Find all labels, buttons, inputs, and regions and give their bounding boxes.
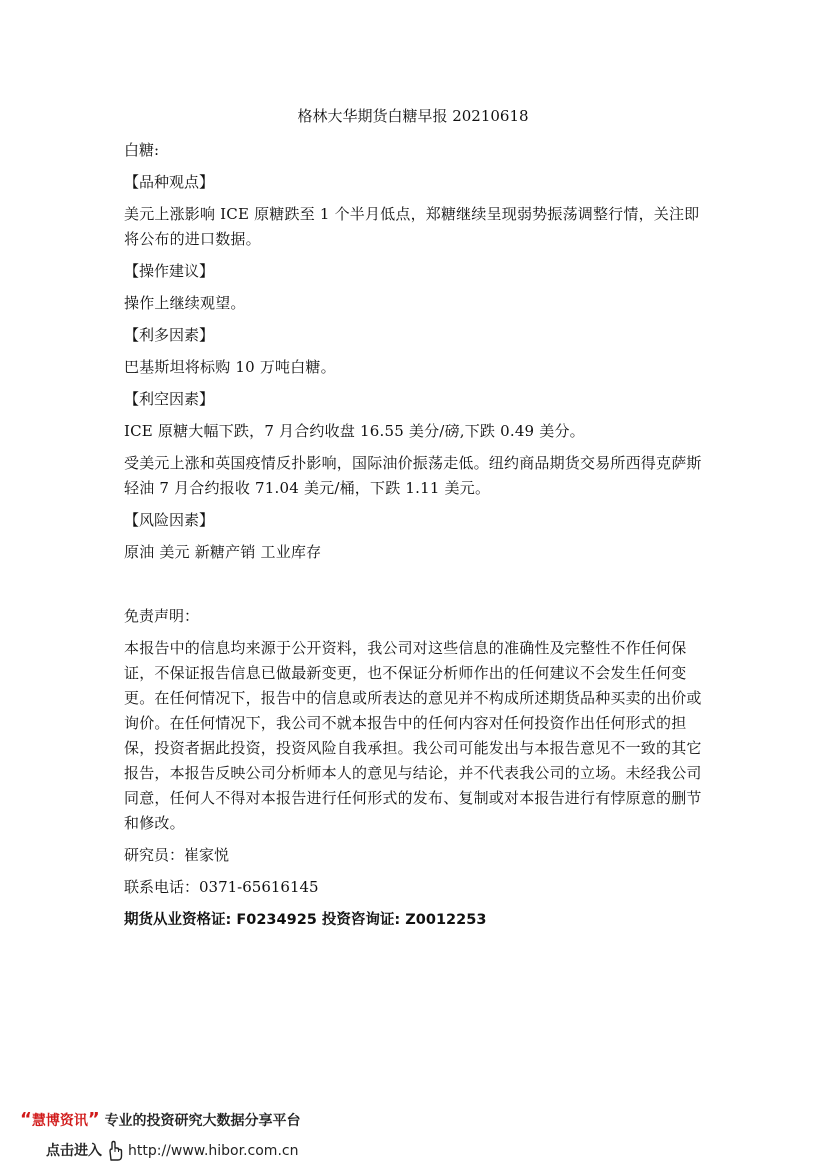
section-text-view: 美元上涨影响 ICE 原糖跌至 1 个半月低点，郑糖继续呈现弱势振荡调整行情，关注即将公布的进口数据。 xyxy=(124,205,700,248)
section-heading-view: 【品种观点】 xyxy=(124,173,215,191)
report-title: 格林大华期货白糖早报 20210618 xyxy=(297,107,529,125)
section-heading-risk: 【风险因素】 xyxy=(124,511,215,529)
researcher-name: 研究员：崔家悦 xyxy=(124,846,230,864)
footer-slogan: 专业的投资研究大数据分享平台 xyxy=(104,1113,301,1129)
qualification-numbers: 期货从业资格证: F0234925 投资咨询证: Z0012253 xyxy=(124,912,487,928)
disclaimer-text: 本报告中的信息均来源于公开资料，我公司对这些信息的准确性及完整性不作任何保证，不保证报告信息已做最新变更，也不保证分析师作出的任何建议不会发生任何变更。在任何情况下，报告中的信息或所表达的意见并不构成所述期货品种买卖的出价或询价。在任何情况下，我公司不就本报告中的任何内容对任何投资作出任何形式的担保，投资者据此投资，投资风险自我承担。我公司可能发出与本报告意见不一致的其它报告，本报告反映公司分析师本人的意见与结论，并不代表我公司的立场。未经我公司同意，任何人不得对本报告进行任何形式的发布、复制或对本报告进行有悖原意的删节和修改。 xyxy=(124,639,702,832)
section-text-bullish: 巴基斯坦将标购 10 万吨白糖。 xyxy=(124,358,336,376)
section-text-risk: 原油 美元 新糖产销 工业库存 xyxy=(124,543,322,561)
footer-link-row[interactable] xyxy=(46,1138,420,1164)
contact-phone: 联系电话：0371-65616145 xyxy=(124,878,319,896)
hand-pointer-icon xyxy=(104,1140,126,1162)
section-text-bearish-1: ICE 原糖大幅下跌，7 月合约收盘 16.55 美分/磅,下跌 0.49 美分。 xyxy=(124,422,585,440)
section-heading-bullish: 【利多因素】 xyxy=(124,326,215,344)
footer-url-link[interactable]: http://www.hibor.com.cn xyxy=(128,1143,299,1159)
close-quote: ” xyxy=(87,1109,100,1130)
section-heading-bearish: 【利空因素】 xyxy=(124,390,215,408)
disclaimer-heading: 免责声明： xyxy=(124,607,200,625)
section-heading-advice: 【操作建议】 xyxy=(124,262,215,280)
hibor-footer xyxy=(20,1109,420,1164)
section-spacer xyxy=(124,572,714,604)
section-text-advice: 操作上继续观望。 xyxy=(124,294,246,312)
footer-brand: 慧博资讯 xyxy=(31,1113,88,1129)
footer-enter-label[interactable]: 点击进入 xyxy=(46,1143,102,1159)
open-quote: “ xyxy=(20,1109,32,1130)
section-text-bearish-2: 受美元上涨和英国疫情反扑影响，国际油价振荡走低。纽约商品期货交易所西得克萨斯轻油 7 月合约报收 71.04 美元/桶，下跌 1.11 美元。 xyxy=(124,454,702,497)
report-body xyxy=(124,138,714,933)
commodity-label: 白糖: xyxy=(124,141,160,159)
footer-slogan-row xyxy=(20,1109,420,1132)
